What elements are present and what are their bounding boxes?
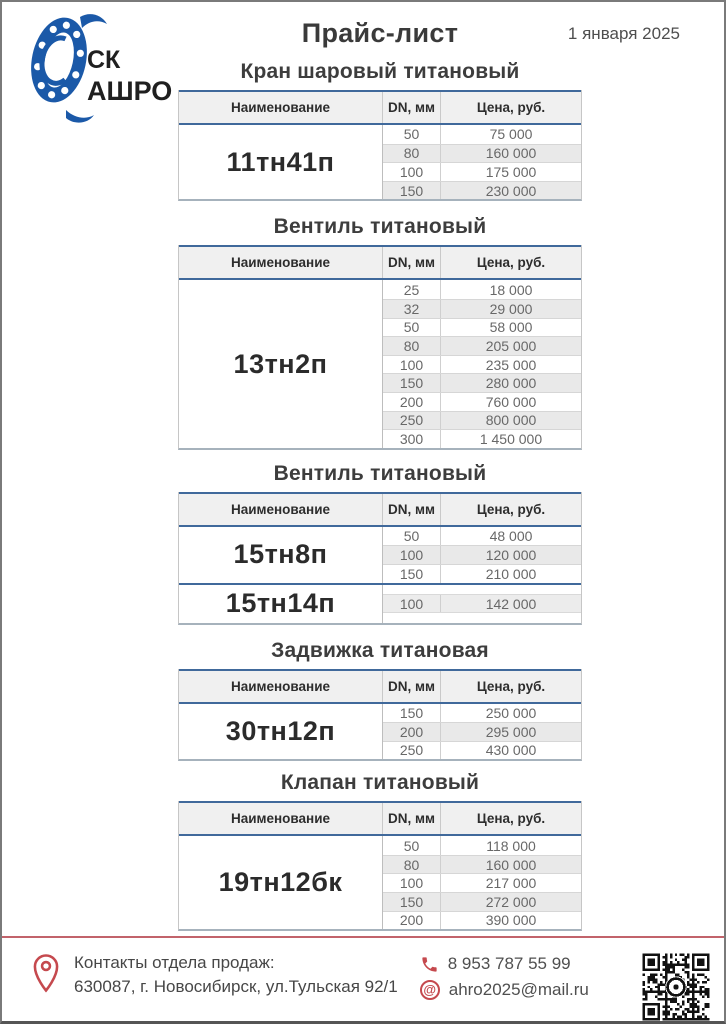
product-group	[179, 583, 581, 623]
table-row	[383, 741, 581, 760]
table-row	[383, 355, 581, 374]
table-row	[383, 722, 581, 741]
dn-value: 80	[383, 337, 441, 355]
table-header-row	[179, 90, 581, 125]
phone-row	[420, 951, 589, 977]
price-value: 160 000	[485, 145, 537, 162]
dn-value: 200	[383, 912, 441, 930]
dn-value: 100	[383, 546, 441, 564]
doc-header	[178, 10, 582, 56]
product-name: 30тн12п	[179, 704, 383, 760]
price-section	[178, 769, 582, 931]
price-value: 48 000	[489, 528, 533, 545]
product-group	[179, 280, 581, 447]
section-title: Задвижка титановая	[271, 638, 489, 662]
product-group	[179, 704, 581, 760]
price-value: 142 000	[485, 595, 537, 612]
footer	[2, 936, 724, 1021]
table-row	[383, 873, 581, 892]
dn-value: 200	[383, 723, 441, 741]
dn-value: 250	[383, 742, 441, 760]
price-section	[178, 58, 582, 201]
table-row	[383, 392, 581, 411]
dn-value: 50	[383, 125, 441, 144]
product-name: 15тн8п	[179, 527, 383, 583]
price-value: 1 450 000	[479, 430, 543, 447]
doc-date: 1 января 2025	[567, 24, 680, 43]
table-row	[383, 411, 581, 430]
table-row	[383, 911, 581, 930]
product-group	[179, 125, 581, 199]
table-header-row	[179, 669, 581, 704]
price-value: 760 000	[485, 393, 537, 410]
column-header-name: Наименование	[179, 671, 383, 702]
price-value: 58 000	[489, 319, 533, 336]
price-value: 205 000	[485, 337, 537, 354]
product-group	[179, 836, 581, 929]
column-header-price: Цена, руб.	[476, 811, 546, 827]
price-value: 800 000	[485, 412, 537, 429]
price-section	[178, 460, 582, 625]
price-sections	[2, 58, 724, 931]
price-value: 175 000	[485, 163, 537, 180]
flange-logo-icon	[24, 12, 199, 130]
contact-methods	[420, 951, 589, 1003]
price-value: 272 000	[485, 893, 537, 910]
price-value: 295 000	[485, 723, 537, 740]
dn-value: 50	[383, 319, 441, 337]
price-value: 390 000	[485, 912, 537, 929]
dn-value: 100	[383, 595, 441, 612]
price-value: 280 000	[485, 375, 537, 392]
dn-value: 50	[383, 527, 441, 546]
at-icon: @	[420, 980, 440, 1000]
price-value: 217 000	[485, 875, 537, 892]
price-value: 18 000	[489, 281, 533, 298]
price-value: 160 000	[485, 856, 537, 873]
table-row	[383, 892, 581, 911]
table-row	[383, 299, 581, 318]
column-header-name: Наименование	[179, 247, 383, 278]
qr-code	[640, 951, 712, 1023]
table-row	[383, 855, 581, 874]
table-header-row	[179, 492, 581, 527]
price-value: 120 000	[485, 547, 537, 564]
price-value: 250 000	[485, 704, 537, 721]
dn-value: 100	[383, 356, 441, 374]
price-table	[178, 492, 582, 625]
table-row	[383, 318, 581, 337]
dn-value: 300	[383, 430, 441, 448]
price-value: 430 000	[485, 742, 537, 759]
email-row	[420, 977, 589, 1003]
dn-value: 25	[383, 280, 441, 299]
table-row	[383, 527, 581, 546]
price-table	[178, 801, 582, 931]
price-section	[178, 213, 582, 449]
dn-value: 250	[383, 412, 441, 430]
price-value: 230 000	[485, 182, 537, 199]
table-row	[383, 704, 581, 723]
section-title: Кран шаровый титановый	[240, 60, 520, 83]
column-header-dn: DN, мм	[383, 671, 441, 702]
product-name: 11тн41п	[179, 125, 383, 199]
price-value: 235 000	[485, 356, 537, 373]
contact-block	[32, 951, 398, 999]
table-header-row	[179, 801, 581, 836]
dn-value: 100	[383, 163, 441, 181]
product-group	[179, 527, 581, 583]
column-header-name: Наименование	[179, 92, 383, 123]
dn-value: 100	[383, 874, 441, 892]
column-header-dn: DN, мм	[383, 494, 441, 525]
dn-value: 50	[383, 836, 441, 855]
product-name: 15тн14п	[179, 585, 383, 623]
column-header-name: Наименование	[179, 494, 383, 525]
price-value: 29 000	[489, 300, 533, 317]
price-value: 75 000	[489, 126, 533, 143]
table-row	[383, 144, 581, 163]
page-title: Прайс-лист	[301, 17, 459, 48]
price-section	[178, 637, 582, 762]
dn-value: 32	[383, 300, 441, 318]
contact-texts	[74, 951, 398, 999]
table-row	[383, 545, 581, 564]
dn-value: 80	[383, 856, 441, 874]
table-row	[383, 336, 581, 355]
table-row	[383, 373, 581, 392]
phone-number: 8 953 787 55 99	[447, 954, 571, 973]
dn-value: 200	[383, 393, 441, 411]
contacts-label: Контакты отдела продаж:	[74, 953, 275, 972]
section-title: Вентиль титановый	[273, 461, 487, 485]
dn-value: 80	[383, 145, 441, 163]
price-value: 210 000	[485, 565, 537, 582]
phone-icon	[420, 955, 439, 974]
section-title: Клапан титановый	[280, 771, 480, 795]
table-header-row	[179, 245, 581, 280]
column-header-dn: DN, мм	[383, 92, 441, 123]
price-value: 118 000	[486, 837, 536, 854]
price-table	[178, 245, 582, 449]
dn-value: 150	[383, 182, 441, 200]
price-table	[178, 669, 582, 762]
column-header-dn: DN, мм	[383, 247, 441, 278]
price-table	[178, 90, 582, 201]
column-header-price: Цена, руб.	[476, 501, 546, 517]
dn-value: 150	[383, 893, 441, 911]
location-pin-icon	[32, 951, 62, 998]
dn-value: 150	[383, 565, 441, 583]
column-header-dn: DN, мм	[383, 803, 441, 834]
table-row	[383, 429, 581, 448]
product-name: 19тн12бк	[179, 836, 383, 929]
company-logo	[24, 12, 199, 130]
table-row	[383, 280, 581, 299]
column-header-price: Цена, руб.	[476, 678, 546, 694]
table-row	[383, 181, 581, 200]
svg-text:АШРО: АШРО	[87, 76, 173, 106]
table-row	[383, 594, 581, 613]
column-header-price: Цена, руб.	[476, 100, 546, 115]
svg-text:СК: СК	[87, 46, 121, 74]
section-title: Вентиль титановый	[273, 215, 487, 239]
product-name: 13тн2п	[179, 280, 383, 447]
table-row	[383, 564, 581, 583]
dn-value: 150	[383, 374, 441, 392]
table-row	[383, 836, 581, 855]
dn-value: 150	[383, 704, 441, 723]
table-row	[383, 125, 581, 144]
column-header-name: Наименование	[179, 803, 383, 834]
email-address: ahro2025@mail.ru	[448, 980, 589, 999]
contacts-address: 630087, г. Новосибирск, ул.Тульская 92/1	[74, 977, 398, 996]
table-row	[383, 162, 581, 181]
column-header-price: Цена, руб.	[476, 255, 546, 271]
